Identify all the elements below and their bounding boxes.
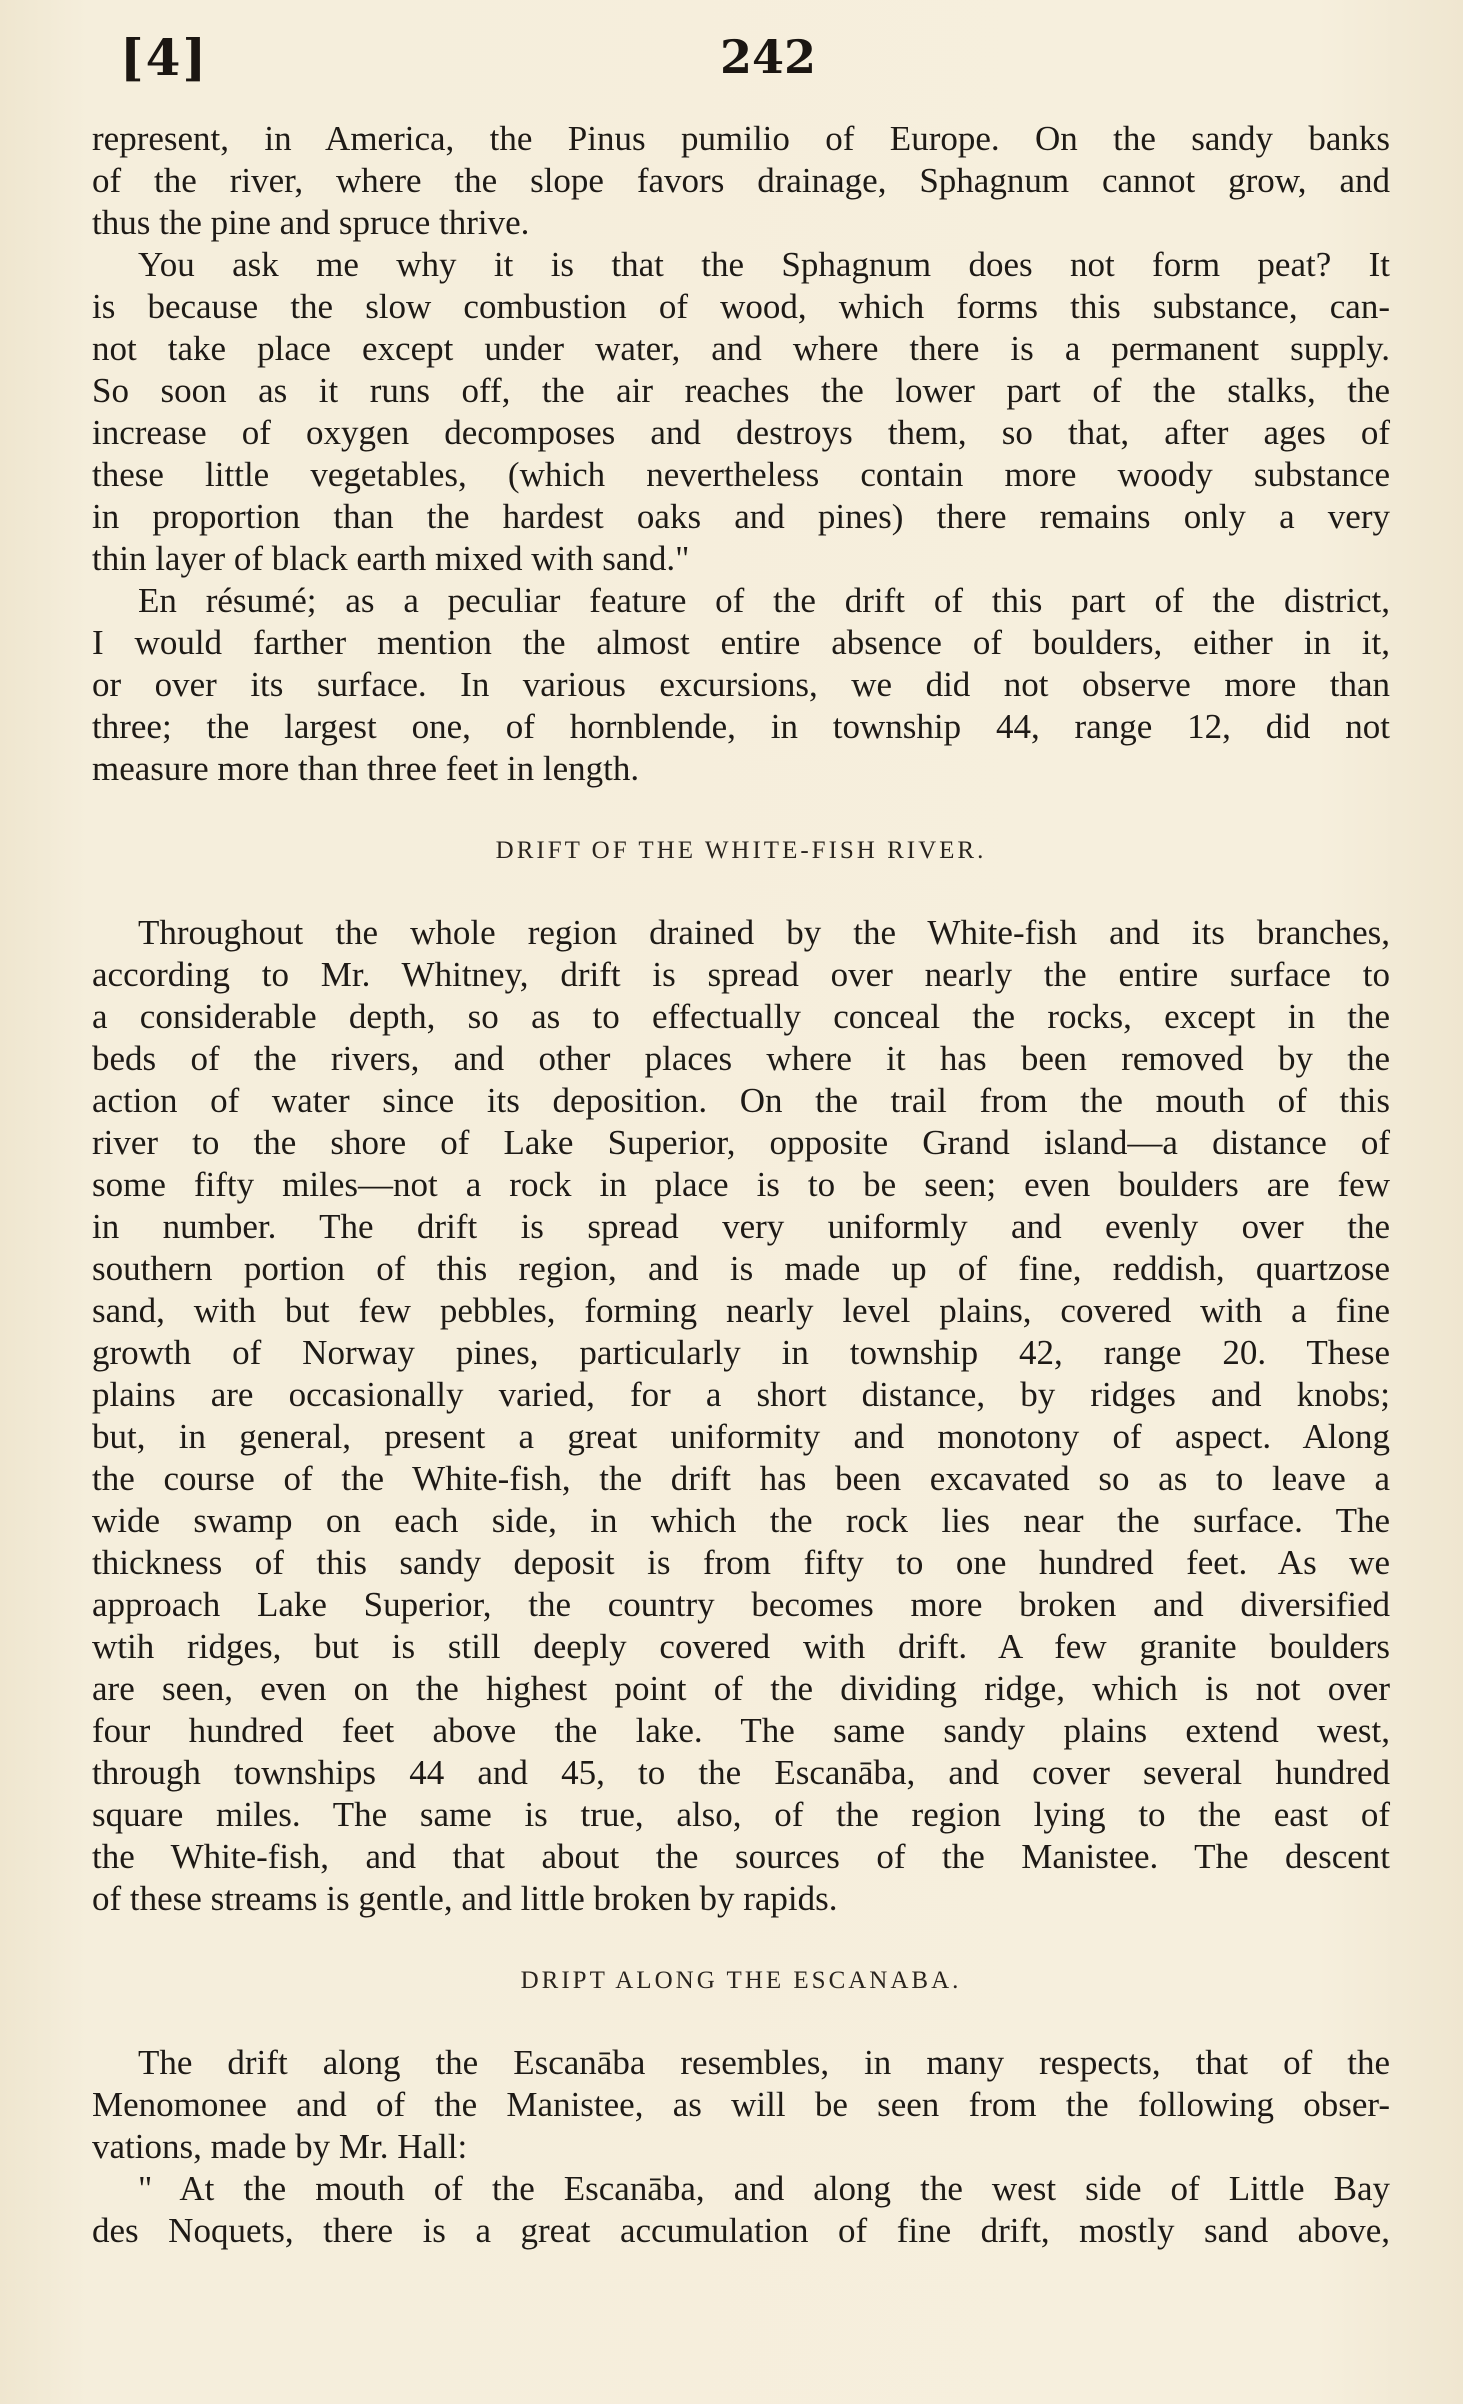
text-line: wtih ridges, but is still deeply covered with drift. A few granite boulders xyxy=(92,1627,1390,1666)
text-line: growth of Norway pines, particularly in township 42, range 20. These xyxy=(92,1333,1390,1372)
text-line: three; the largest one, of hornblende, in township 44, range 12, did not xyxy=(92,707,1390,746)
text-line: square miles. The same is true, also, of the region lying to the east of xyxy=(92,1795,1390,1834)
text-line: So soon as it runs off, the air reaches the lower part of the stalks, the xyxy=(92,371,1390,410)
text-line: the White-fish, and that about the sources of the Manistee. The descent xyxy=(92,1837,1390,1876)
text-line: beds of the rivers, and other places where it has been removed by the xyxy=(92,1039,1390,1078)
text-line: not take place except under water, and where there is a permanent supply. xyxy=(92,329,1390,368)
paragraph-white-fish xyxy=(92,912,1390,1920)
text-line: Menomonee and of the Manistee, as will be seen from the following obser- xyxy=(92,2085,1390,2124)
text-line: sand, with but few pebbles, forming nearly level plains, covered with a fine xyxy=(92,1291,1390,1330)
spacer xyxy=(92,1920,1390,1960)
text-line: wide swamp on each side, in which the rock lies near the surface. The xyxy=(92,1501,1390,1540)
text-line: You ask me why it is that the Sphagnum does not form peat? It xyxy=(138,245,1390,284)
text-line: measure more than three feet in length. xyxy=(92,749,640,788)
text-line: Throughout the whole region drained by the White-fish and its branches, xyxy=(138,913,1390,952)
text-line: in number. The drift is spread very uniformly and evenly over the xyxy=(92,1207,1390,1246)
text-line: I would farther mention the almost entire absence of boulders, either in it, xyxy=(92,623,1390,662)
spacer xyxy=(92,790,1390,830)
text-line: action of water since its deposition. On the trail from the mouth of this xyxy=(92,1081,1390,1120)
page-header xyxy=(92,28,1371,98)
section-heading-escanaba: DRIPT ALONG THE ESCANABA. xyxy=(520,1967,962,1994)
page-body xyxy=(92,118,1390,2252)
text-line: thin layer of black earth mixed with sand." xyxy=(92,539,690,578)
text-line: the course of the White-fish, the drift has been excavated so as to leave a xyxy=(92,1459,1390,1498)
paragraph-escanaba xyxy=(92,2042,1390,2168)
paragraph-en-resume xyxy=(92,580,1390,790)
text-line: des Noquets, there is a great accumulation of fine drift, mostly sand above, xyxy=(92,2211,1390,2250)
text-line: river to the shore of Lake Superior, opposite Grand island—a distance of xyxy=(92,1123,1390,1162)
text-line: plains are occasionally varied, for a short distance, by ridges and knobs; xyxy=(92,1375,1390,1414)
text-line: in proportion than the hardest oaks and pines) there remains only a very xyxy=(92,497,1390,536)
text-line: En résumé; as a peculiar feature of the drift of this part of the district, xyxy=(138,581,1390,620)
text-line: a considerable depth, so as to effectually conceal the rocks, except in the xyxy=(92,997,1390,1036)
text-line: vations, made by Mr. Hall: xyxy=(92,2127,468,2166)
spacer xyxy=(92,872,1390,912)
paragraph-continued xyxy=(92,118,1390,244)
section-heading-white-fish: DRIFT OF THE WHITE-FISH RIVER. xyxy=(495,837,987,864)
spacer xyxy=(92,2002,1390,2042)
paragraph-sphagnum xyxy=(92,244,1390,580)
text-line: thickness of this sandy deposit is from fifty to one hundred feet. As we xyxy=(92,1543,1390,1582)
text-line: according to Mr. Whitney, drift is spread over nearly the entire surface to xyxy=(92,955,1390,994)
text-line: of the river, where the slope favors drainage, Sphagnum cannot grow, and xyxy=(92,161,1390,200)
text-line: " At the mouth of the Escanāba, and along the west side of Little Bay xyxy=(138,2169,1390,2208)
text-line: these little vegetables, (which nevertheless contain more woody substance xyxy=(92,455,1390,494)
text-line: four hundred feet above the lake. The same sandy plains extend west, xyxy=(92,1711,1390,1750)
text-line: thus the pine and spruce thrive. xyxy=(92,203,530,242)
text-line: The drift along the Escanāba resembles, in many respects, that of the xyxy=(138,2043,1390,2082)
text-line: of these streams is gentle, and little broken by rapids. xyxy=(92,1879,838,1918)
text-line: but, in general, present a great uniformity and monotony of aspect. Along xyxy=(92,1417,1390,1456)
text-line: represent, in America, the Pinus pumilio of Europe. On the sandy banks xyxy=(92,119,1390,158)
text-line: increase of oxygen decomposes and destroys them, so that, after ages of xyxy=(92,413,1390,452)
paragraph-quote xyxy=(92,2168,1390,2252)
page-number: 242 xyxy=(720,30,817,84)
text-line: are seen, even on the highest point of the dividing ridge, which is not over xyxy=(92,1669,1390,1708)
text-line: some fifty miles—not a rock in place is to be seen; even boulders are few xyxy=(92,1165,1390,1204)
text-line: is because the slow combustion of wood, which forms this substance, can- xyxy=(92,287,1390,326)
text-line: or over its surface. In various excursions, we did not observe more than xyxy=(92,665,1390,704)
text-line: through townships 44 and 45, to the Escanāba, and cover several hundred xyxy=(92,1753,1390,1792)
text-line: southern portion of this region, and is made up of fine, reddish, quartzose xyxy=(92,1249,1390,1288)
text-line: approach Lake Superior, the country becomes more broken and diversified xyxy=(92,1585,1390,1624)
section-mark: [4] xyxy=(120,28,209,87)
